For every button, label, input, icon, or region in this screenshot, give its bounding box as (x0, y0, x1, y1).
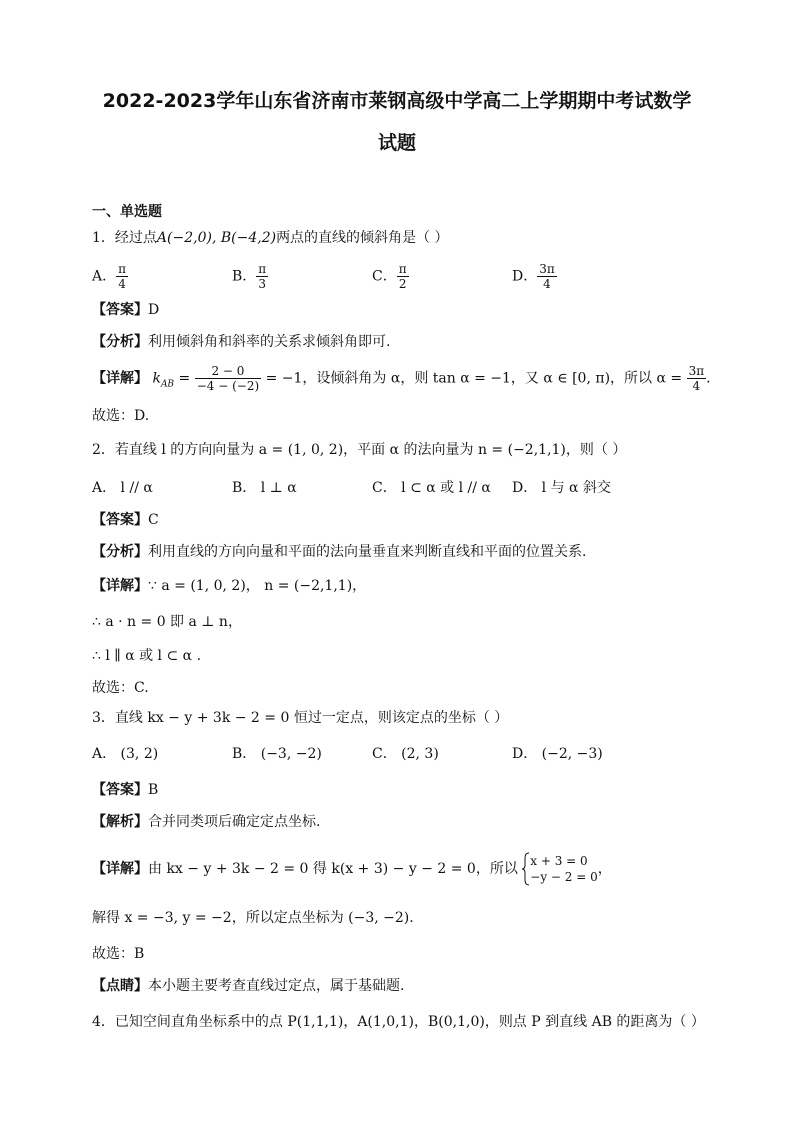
q1-detail: 【详解】 $k_{AB}$ = $\frac{2 - 0}{-4 - (-2)}$ = −1，设倾斜角为 α，则 tan α = −1，又 α ∈ [0, π)，所以 α = $\frac{3\pi}{4}$ . (92, 364, 711, 393)
q2-stem: 2．若直线 l 的方向向量为 a = (1, 0, 2)，平面 α 的法向量为 n = (−2,1,1)，则（ ） (92, 442, 627, 458)
brace-icon (522, 852, 530, 886)
q3-solve: 解得 x = −3, y = −2，所以定点坐标为 (−3, −2). (92, 910, 414, 926)
q2-analysis: 【分析】利用直线的方向向量和平面的法向量垂直来判断直线和平面的位置关系. (92, 544, 587, 560)
q1-answer: 【答案】D (92, 302, 160, 318)
q2-option-d: D． l 与 α 斜交 (512, 480, 611, 496)
q2-answer: 【答案】C (92, 512, 159, 528)
q1-choose: 故选：D. (92, 408, 150, 424)
document-title-line1: 2022-2023学年山东省济南市莱钢高级中学高二上学期期中考试数学 (102, 90, 692, 112)
q1-stem: 1．经过点A(−2,0), B(−4,2)两点的直线的倾斜角是（ ） (92, 230, 449, 246)
q3-choose: 故选：B (92, 946, 145, 962)
q2-option-c: C． l ⊂ α 或 l // α (372, 480, 491, 496)
q2-detail-2: ∴ a · n = 0 即 a ⊥ n， (92, 614, 242, 630)
q2-detail-3: ∴ l ∥ α 或 l ⊂ α . (92, 648, 202, 664)
section-heading: 一、单选题 (92, 204, 162, 220)
q3-option-b: B． (−3, −2) (232, 746, 322, 762)
q1-option-a: A． $\frac{\pi}{4}$ (92, 262, 127, 291)
q3-analysis: 【解析】合并同类项后确定定点坐标. (92, 814, 321, 830)
q3-comment: 【点睛】本小题主要考查直线过定点，属于基础题. (92, 978, 405, 994)
q3-stem: 3．直线 kx − y + 3k − 2 = 0 恒过一定点，则该定点的坐标（ ） (92, 710, 509, 726)
q2-option-a: A． l // α (92, 480, 153, 496)
q1-option-d: D． $\frac{3\pi}{4}$ (512, 262, 555, 291)
q2-option-b: B． l ⊥ α (232, 480, 297, 496)
q3-option-a: A． (3, 2) (92, 746, 159, 762)
q1-option-c: C． $\frac{\pi}{2}$ (372, 262, 407, 291)
document-title-line2: 试题 (377, 132, 416, 154)
q4-stem: 4．已知空间直角坐标系中的点 P(1,1,1)，A(1,0,1)，B(0,1,0)，则点 P 到直线 AB 的距离为（ ） (92, 1014, 705, 1030)
q3-detail: 【详解】由 kx − y + 3k − 2 = 0 得 k(x + 3) − y − 2 = 0，所以 x + 3 = 0 −y − 2 = 0 ， (92, 854, 612, 884)
q2-choose: 故选：C. (92, 680, 149, 696)
q2-detail-1: 【详解】∵ a = (1, 0, 2)， n = (−2,1,1)， (92, 578, 367, 594)
q3-option-c: C． (2, 3) (372, 746, 439, 762)
q3-answer: 【答案】B (92, 782, 159, 798)
q1-option-b: B． $\frac{\pi}{3}$ (232, 262, 267, 291)
q1-analysis: 【分析】利用倾斜角和斜率的关系求倾斜角即可. (92, 334, 391, 350)
q3-option-d: D． (−2, −3) (512, 746, 603, 762)
